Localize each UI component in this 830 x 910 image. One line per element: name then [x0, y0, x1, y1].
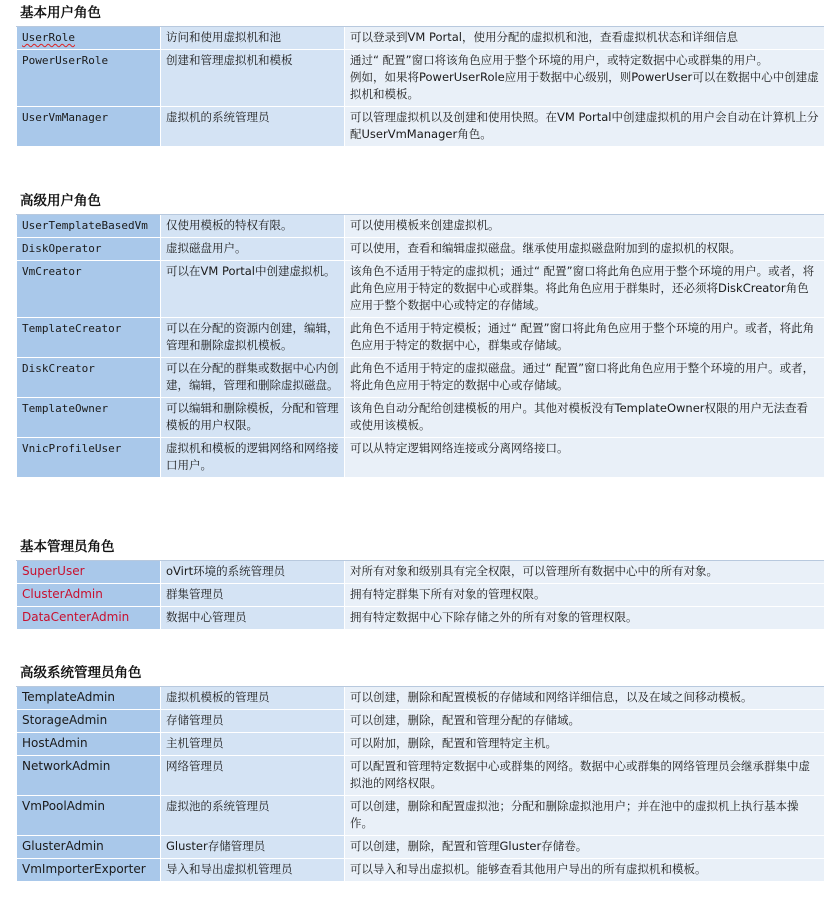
role-name	[17, 27, 161, 50]
table-row	[17, 836, 825, 859]
table-row	[17, 796, 825, 836]
role-description: 虚拟机模板的管理员	[161, 687, 345, 710]
role-description: 访问和使用虚拟机和池	[161, 27, 345, 50]
table-row	[17, 107, 825, 147]
role-name: DataCenterAdmin	[17, 607, 161, 630]
role-detail: 可以配置和管理特定数据中心或群集的网络。数据中心或群集的网络管理员会继承群集中虚拟池的网络权限。	[345, 756, 825, 796]
section-basic-admin-roles	[16, 538, 824, 629]
table-row	[17, 438, 825, 478]
role-name: StorageAdmin	[17, 710, 161, 733]
table-row	[17, 27, 825, 50]
role-name: NetworkAdmin	[17, 756, 161, 796]
role-description: 群集管理员	[161, 584, 345, 607]
role-description: 导入和导出虚拟机管理员	[161, 859, 345, 882]
role-description: 仅使用模板的特权有限。	[161, 215, 345, 238]
role-detail: 可以使用，查看和编辑虚拟磁盘。继承使用虚拟磁盘附加到的虚拟机的权限。	[345, 238, 825, 261]
role-description: Gluster存储管理员	[161, 836, 345, 859]
table-row	[17, 859, 825, 882]
role-detail: 可以导入和导出虚拟机。能够查看其他用户导出的所有虚拟机和模板。	[345, 859, 825, 882]
role-description: 虚拟磁盘用户。	[161, 238, 345, 261]
role-description: 虚拟机的系统管理员	[161, 107, 345, 147]
role-description: 数据中心管理员	[161, 607, 345, 630]
role-name: VnicProfileUser	[17, 438, 161, 478]
role-name: HostAdmin	[17, 733, 161, 756]
role-detail	[345, 50, 825, 107]
role-detail: 可以创建，删除和配置虚拟池；分配和删除虚拟池用户；并在池中的虚拟机上执行基本操作。	[345, 796, 825, 836]
table-row	[17, 215, 825, 238]
table-row	[17, 318, 825, 358]
role-detail: 此角色不适用于特定模板；通过“ 配置”窗口将此角色应用于整个环境的用户。或者，将此角色应用于特定的数据中心，群集或存储域。	[345, 318, 825, 358]
role-description: 虚拟池的系统管理员	[161, 796, 345, 836]
role-name: TemplateCreator	[17, 318, 161, 358]
role-name: ClusterAdmin	[17, 584, 161, 607]
role-name: SuperUser	[17, 561, 161, 584]
table-row	[17, 710, 825, 733]
table-row	[17, 687, 825, 710]
role-description: 可以编辑和删除模板，分配和管理模板的用户权限。	[161, 398, 345, 438]
role-detail: 可以从特定逻辑网络连接或分离网络接口。	[345, 438, 825, 478]
role-detail: 可以创建，删除和配置模板的存储域和网络详细信息，以及在域之间移动模板。	[345, 687, 825, 710]
role-description: 可以在VM Portal中创建虚拟机。	[161, 261, 345, 318]
role-name: UserTemplateBasedVm	[17, 215, 161, 238]
table-row	[17, 584, 825, 607]
role-description: 虚拟机和模板的逻辑网络和网络接口用户。	[161, 438, 345, 478]
role-description: 可以在分配的群集或数据中心内创建，编辑，管理和删除虚拟磁盘。	[161, 358, 345, 398]
role-description: 存储管理员	[161, 710, 345, 733]
table-row	[17, 607, 825, 630]
role-detail: 该角色自动分配给创建模板的用户。其他对模板没有TemplateOwner权限的用户无法查看或使用该模板。	[345, 398, 825, 438]
role-detail: 该角色不适用于特定的虚拟机；通过“ 配置”窗口将此角色应用于整个环境的用户。或者，将此角色应用于特定的数据中心或群集。将此角色应用于群集时，还必须将DiskCreator角色应用于整个数据中心或特定的存储域。	[345, 261, 825, 318]
section-title: 高级用户角色	[20, 193, 101, 209]
role-detail: 可以创建，删除，配置和管理Gluster存储卷。	[345, 836, 825, 859]
role-detail: 此角色不适用于特定的虚拟磁盘。通过“ 配置”窗口将此角色应用于整个环境的用户。或者，将此角色应用于特定的数据中心或存储域。	[345, 358, 825, 398]
role-detail: 可以附加，删除，配置和管理特定主机。	[345, 733, 825, 756]
role-name: PowerUserRole	[17, 50, 161, 107]
role-detail: 拥有特定群集下所有对象的管理权限。	[345, 584, 825, 607]
role-name: GlusterAdmin	[17, 836, 161, 859]
role-name: TemplateAdmin	[17, 687, 161, 710]
table-row	[17, 358, 825, 398]
role-name: VmImporterExporter	[17, 859, 161, 882]
role-name: VmPoolAdmin	[17, 796, 161, 836]
table-row	[17, 733, 825, 756]
table-row	[17, 238, 825, 261]
table-row	[17, 261, 825, 318]
role-detail: 可以创建，删除，配置和管理分配的存储域。	[345, 710, 825, 733]
role-detail: 可以使用模板来创建虚拟机。	[345, 215, 825, 238]
roles-table	[16, 214, 824, 477]
section-advanced-admin-roles	[16, 664, 824, 881]
roles-table	[16, 686, 824, 881]
role-description: 创建和管理虚拟机和模板	[161, 50, 345, 107]
section-title: 高级系统管理员角色	[20, 665, 142, 681]
table-row	[17, 756, 825, 796]
table-row	[17, 50, 825, 107]
spellcheck-underlined-text: UserRole	[22, 31, 75, 44]
role-name: VmCreator	[17, 261, 161, 318]
section-basic-user-roles	[16, 4, 824, 146]
role-description: oVirt环境的系统管理员	[161, 561, 345, 584]
section-title: 基本管理员角色	[20, 539, 115, 555]
table-row	[17, 561, 825, 584]
role-description: 主机管理员	[161, 733, 345, 756]
roles-table	[16, 26, 824, 146]
role-name: UserVmManager	[17, 107, 161, 147]
roles-table	[16, 560, 824, 629]
role-detail: 对所有对象和级别具有完全权限，可以管理所有数据中心中的所有对象。	[345, 561, 825, 584]
table-row	[17, 398, 825, 438]
role-detail: 可以登录到VM Portal，使用分配的虚拟机和池，查看虚拟机状态和详细信息	[345, 27, 825, 50]
role-description: 可以在分配的资源内创建，编辑，管理和删除虚拟机模板。	[161, 318, 345, 358]
role-name: TemplateOwner	[17, 398, 161, 438]
role-name: DiskOperator	[17, 238, 161, 261]
role-name: DiskCreator	[17, 358, 161, 398]
section-title: 基本用户角色	[20, 5, 101, 21]
role-detail-paragraph: 通过“ 配置”窗口将该角色应用于整个环境的用户，或特定数据中心或群集的用户。	[350, 53, 769, 67]
role-detail-paragraph: 例如，如果将PowerUserRole应用于数据中心级别，则PowerUser可以在数据中心中创建虚拟机和模板。	[350, 70, 819, 101]
section-advanced-user-roles	[16, 192, 824, 477]
role-description: 网络管理员	[161, 756, 345, 796]
role-detail: 拥有特定数据中心下除存储之外的所有对象的管理权限。	[345, 607, 825, 630]
role-detail: 可以管理虚拟机以及创建和使用快照。在VM Portal中创建虚拟机的用户会自动在计算机上分配UserVmManager角色。	[345, 107, 825, 147]
